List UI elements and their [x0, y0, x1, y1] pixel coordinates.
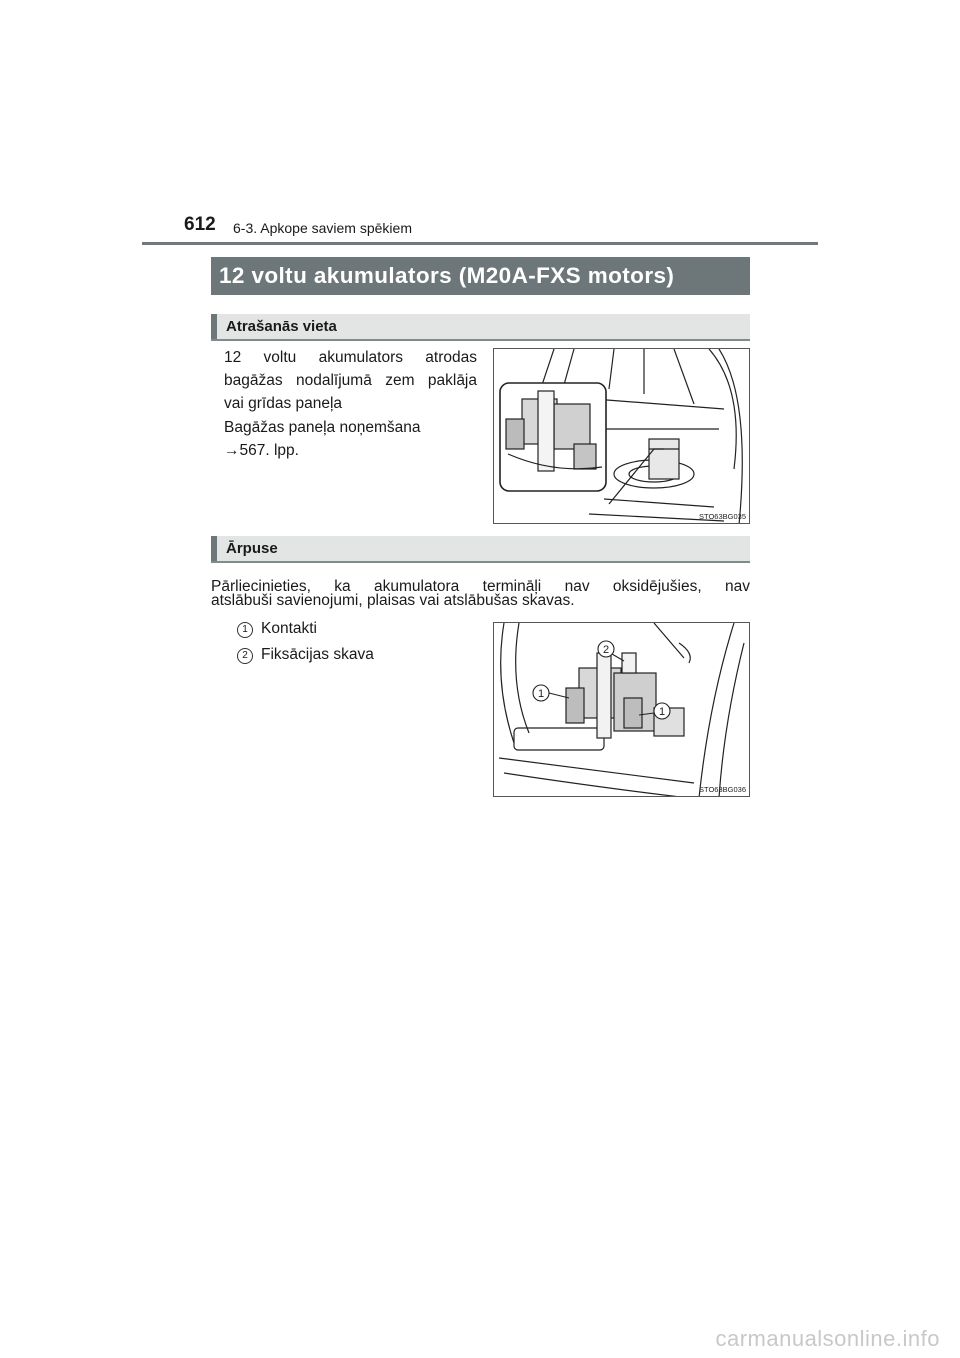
- section-heading-exterior: [211, 536, 750, 563]
- callout-number-2: 2: [237, 648, 253, 664]
- trunk-battery-illustration: [494, 349, 750, 524]
- running-head: 6-3. Apkope saviem spēkiem: [233, 220, 412, 236]
- page-title: 12 voltu akumulators (M20A-FXS motors): [211, 257, 750, 295]
- figure-code-2: STO63BG036: [699, 785, 746, 794]
- section-heading-location: [211, 314, 750, 341]
- battery-exterior-figure: [493, 622, 750, 797]
- callout-label-2: Fiksācijas skava: [261, 646, 374, 663]
- exterior-line-2: atslābuši savienojumi, plaisas vai atslābušas skavas.: [211, 592, 575, 609]
- site-watermark: carmanualsonline.info: [715, 1326, 940, 1351]
- exterior-line-1: Pārliecinieties, ka akumulatora termināļi nav oksidējušies, nav: [211, 578, 750, 595]
- battery-location-figure: [493, 348, 750, 524]
- header-rule: [142, 242, 818, 245]
- location-line-2: bagāžas nodalījumā zem paklāja: [224, 372, 477, 389]
- battery-closeup-illustration: [494, 623, 750, 797]
- removal-label: Bagāžas paneļa noņemšana: [224, 419, 421, 436]
- location-paragraph: [224, 346, 477, 415]
- page-number: 612: [184, 214, 216, 235]
- callout-number-1: 1: [237, 622, 253, 638]
- location-line-3: vai grīdas paneļa: [224, 395, 343, 412]
- figure-callout-1-left: 1: [537, 688, 545, 700]
- figure-callout-1-right: 1: [658, 706, 666, 718]
- figure-code-1: STO63BG035: [699, 512, 746, 521]
- figure-callout-2: 2: [602, 644, 610, 656]
- section-heading-exterior-text: Ārpuse: [226, 540, 278, 557]
- callout-label-1: Kontakti: [261, 620, 318, 637]
- removal-page-link[interactable]: →567. lpp.: [224, 442, 299, 459]
- section-heading-location-text: Atrašanās vieta: [226, 318, 337, 335]
- location-line-1: 12 voltu akumulators atrodas: [224, 349, 477, 366]
